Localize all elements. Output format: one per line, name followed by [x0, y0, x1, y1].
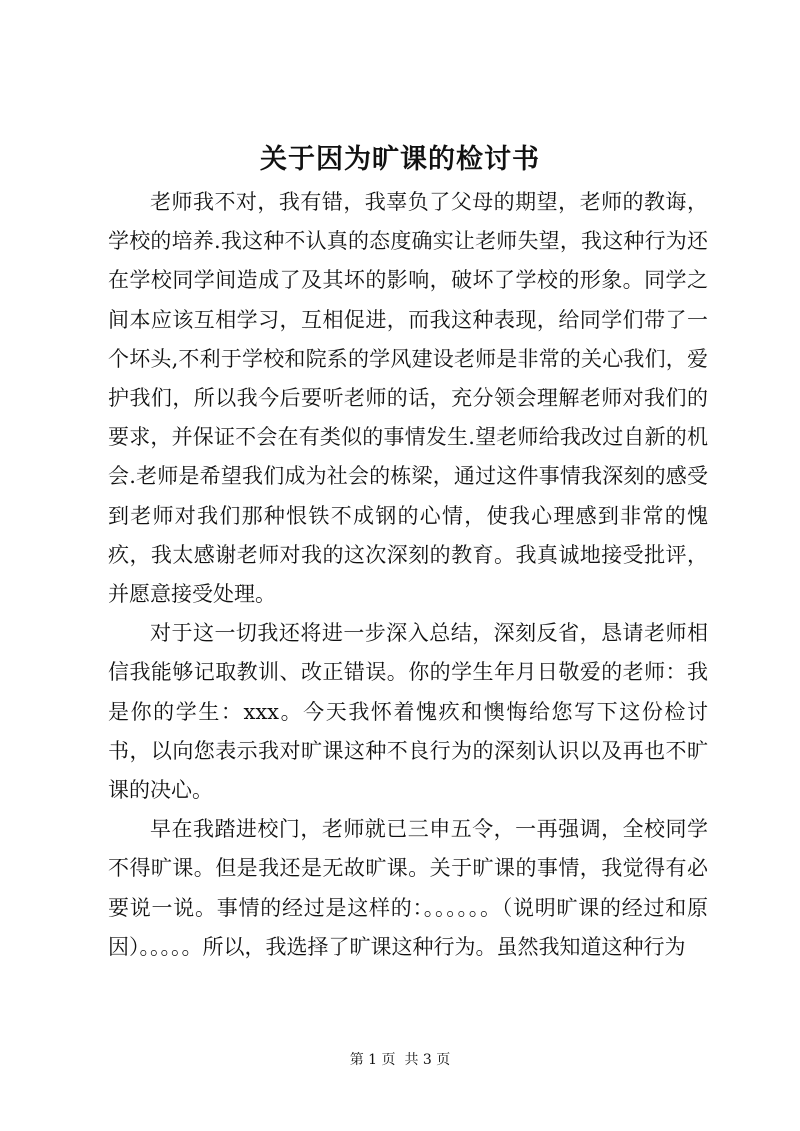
page-footer: 第 1 页 共 3 页 [349, 1052, 451, 1068]
paragraph-3: 早在我踏进校门，老师就已三申五令，一再强调，全校同学不得旷课。但是我还是无故旷课。关于旷课的事情，我觉得有必要说一说。事情的经过是这样的：。。。。。。（说明旷课的经过和原因）。。。。。所以，我选择了旷课这种行为。虽然我知道这种行为 [108, 817, 708, 959]
paragraph-2: 对于这一切我还将进一步深入总结，深刻反省，恳请老师相信我能够记取教训、改正错误。你的学生年月日敬爱的老师：我是你的学生：xxx。今天我怀着愧疚和懊悔给您写下这份检讨书，以向您表示我对旷课这种不良行为的深刻认识以及再也不旷课的决心。 [108, 621, 708, 803]
document-title: 关于因为旷课的检讨书 [260, 144, 540, 175]
paragraph-1: 老师我不对，我有错，我辜负了父母的期望，老师的教诲，学校的培养.我这种不认真的态度确实让老师失望，我这种行为还在学校同学间造成了及其坏的影响，破坏了学校的形象。同学之间本应该互相学习，互相促进，而我这种表现，给同学们带了一个坏头,不利于学校和院系的学风建设老师是非常的关心我们，爱护我们，所以我今后要听老师的话，充分领会理解老师对我们的要求，并保证不会在有类似的事情发生.望老师给我改过自新的机会.老师是希望我们成为社会的栋梁，通过这件事情我深刻的感受到老师对我们那种恨铁不成钢的心情，使我心理感到非常的愧疚，我太感谢老师对我的这次深刻的教育。我真诚地接受批评，并愿意接受处理。 [108, 190, 708, 607]
document-body [108, 183, 708, 967]
